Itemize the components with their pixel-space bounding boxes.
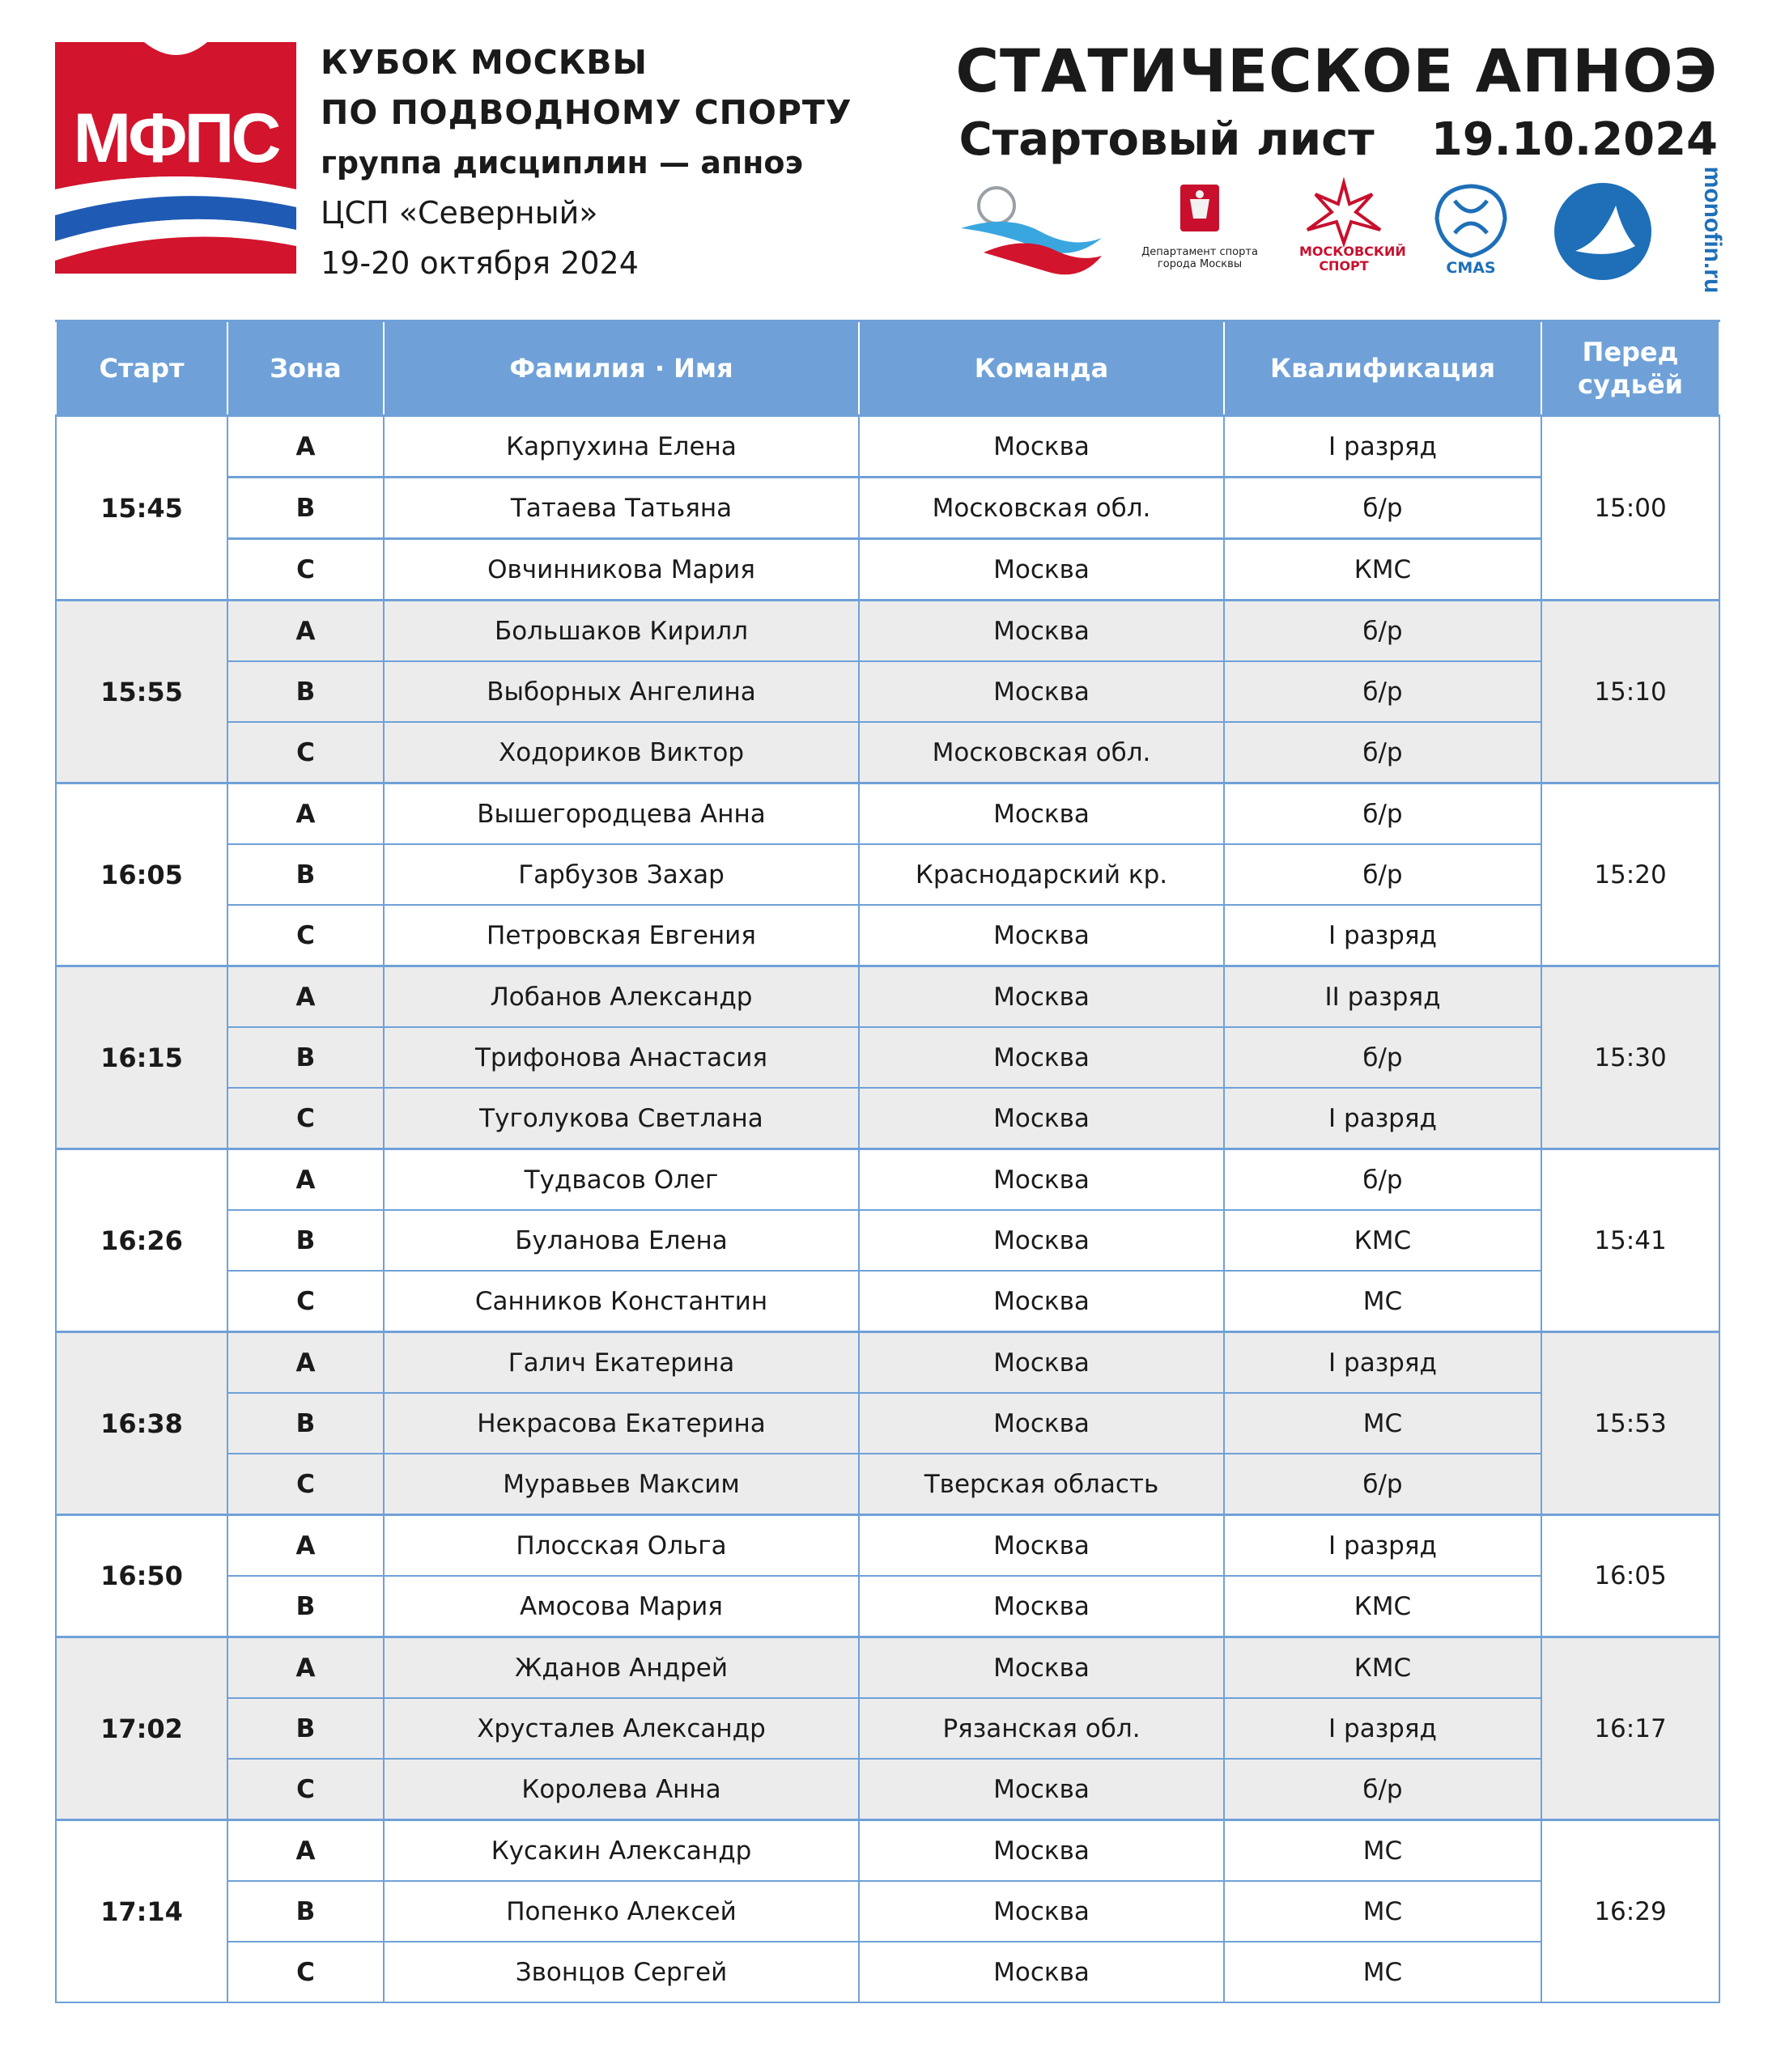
zone-cell: A <box>227 601 384 662</box>
qualification-cell: I разряд <box>1224 905 1541 966</box>
qualification-cell: КМС <box>1224 1210 1541 1271</box>
table-row <box>56 1759 1719 1820</box>
athlete-name: Вышегородцева Анна <box>384 783 859 845</box>
table-row <box>56 905 1719 966</box>
start-group <box>56 1637 1719 1820</box>
table-row <box>56 1698 1719 1759</box>
start-time: 17:02 <box>56 1637 227 1820</box>
athlete-name: Трифонова Анастасия <box>384 1027 859 1088</box>
team-cell: Москва <box>859 1393 1224 1454</box>
athlete-name: Петровская Евгения <box>384 905 859 966</box>
table-row <box>56 1454 1719 1515</box>
logo-text: МФПС <box>73 100 278 177</box>
team-cell: Москва <box>859 661 1224 722</box>
mfps-logo-graphic <box>55 42 296 274</box>
athlete-name: Выборных Ангелина <box>384 661 859 722</box>
table-header <box>56 321 1719 416</box>
zone-cell: C <box>227 722 384 783</box>
before-judge-time: 15:00 <box>1541 416 1719 601</box>
zone-cell: C <box>227 539 384 601</box>
team-cell: Москва <box>859 416 1224 478</box>
athlete-name: Туголукова Светлана <box>384 1088 859 1149</box>
start-time: 16:38 <box>56 1332 227 1515</box>
monofin-text: monofin.ru <box>1699 166 1726 294</box>
team-cell: Тверская область <box>859 1454 1224 1515</box>
qualification-cell: I разряд <box>1224 1332 1541 1394</box>
table-row <box>56 416 1719 478</box>
table-row <box>56 478 1719 539</box>
table-row <box>56 783 1719 845</box>
qualification-cell: I разряд <box>1224 1515 1541 1577</box>
monofin-logo <box>1554 166 1726 294</box>
athlete-name: Буланова Елена <box>384 1210 859 1271</box>
athlete-name: Муравьев Максим <box>384 1454 859 1515</box>
start-group <box>56 1820 1719 2003</box>
before-judge-time: 16:29 <box>1541 1820 1719 2003</box>
start-time: 17:14 <box>56 1820 227 2003</box>
start-time: 16:50 <box>56 1515 227 1637</box>
mossport-line-1: МОСКОВСКИЙ <box>1299 244 1406 259</box>
zone-cell: B <box>227 661 384 722</box>
dept-sport-logo <box>1139 183 1260 270</box>
before-judge-time: 16:17 <box>1541 1637 1719 1820</box>
athlete-name: Королева Анна <box>384 1759 859 1820</box>
table-row <box>56 1393 1719 1454</box>
zone-cell: B <box>227 1393 384 1454</box>
table-row <box>56 1027 1719 1088</box>
team-cell: Краснодарский кр. <box>859 844 1224 905</box>
discipline-title: СТАТИЧЕСКОЕ АПНОЭ <box>955 37 1718 106</box>
team-cell: Москва <box>859 539 1224 601</box>
cmas-emblem-icon <box>1430 181 1511 259</box>
qualification-cell: б/р <box>1224 722 1541 783</box>
before-judge-time: 15:53 <box>1541 1332 1719 1515</box>
event-venue: ЦСП «Северный» <box>321 195 598 231</box>
table-row <box>56 1271 1719 1332</box>
qualification-cell: МС <box>1224 1820 1541 1882</box>
athlete-name: Ходориков Виктор <box>384 722 859 783</box>
before-judge-time: 15:10 <box>1541 601 1719 783</box>
athlete-name: Звонцов Сергей <box>384 1942 859 2002</box>
zone-cell: A <box>227 1515 384 1577</box>
start-time: 15:55 <box>56 601 227 783</box>
table-row <box>56 844 1719 905</box>
table-row <box>56 1637 1719 1699</box>
athlete-name: Кусакин Александр <box>384 1820 859 1882</box>
table-row <box>56 1942 1719 2002</box>
team-cell: Москва <box>859 905 1224 966</box>
col-zone: Зона <box>227 321 384 416</box>
qualification-cell: б/р <box>1224 1454 1541 1515</box>
qualification-cell: КМС <box>1224 1576 1541 1637</box>
athlete-name: Тудвасов Олег <box>384 1149 859 1211</box>
zone-cell: A <box>227 1332 384 1394</box>
start-time: 16:05 <box>56 783 227 966</box>
zone-cell: B <box>227 1210 384 1271</box>
col-team: Команда <box>859 321 1224 416</box>
athlete-name: Татаева Татьяна <box>384 478 859 539</box>
start-time: 16:26 <box>56 1149 227 1332</box>
dept-caption-1: Департамент спорта <box>1141 246 1258 258</box>
team-cell: Москва <box>859 1820 1224 1882</box>
zone-cell: B <box>227 478 384 539</box>
athlete-name: Лобанов Александр <box>384 966 859 1028</box>
table-row <box>56 722 1719 783</box>
start-group <box>56 966 1719 1149</box>
qualification-cell: I разряд <box>1224 1088 1541 1149</box>
zone-cell: C <box>227 905 384 966</box>
zone-cell: C <box>227 1942 384 2002</box>
zone-cell: B <box>227 1698 384 1759</box>
sheet-title <box>955 36 1718 172</box>
team-cell: Москва <box>859 783 1224 845</box>
event-line-1: КУБОК МОСКВЫ <box>321 43 648 82</box>
team-cell: Москва <box>859 1759 1224 1820</box>
zone-cell: C <box>227 1759 384 1820</box>
team-cell: Москва <box>859 1942 1224 2002</box>
cmas-logo <box>1430 181 1511 277</box>
qualification-cell: II разряд <box>1224 966 1541 1028</box>
zone-cell: C <box>227 1088 384 1149</box>
table-row <box>56 1515 1719 1577</box>
table-row <box>56 1881 1719 1942</box>
event-info <box>321 37 852 288</box>
qualification-cell: б/р <box>1224 661 1541 722</box>
team-cell: Москва <box>859 601 1224 662</box>
zone-cell: C <box>227 1271 384 1332</box>
qualification-cell: МС <box>1224 1881 1541 1942</box>
subtitle-line <box>955 108 1718 172</box>
zone-cell: C <box>227 1454 384 1515</box>
team-cell: Москва <box>859 1637 1224 1699</box>
team-cell: Москва <box>859 1271 1224 1332</box>
table-row <box>56 1149 1719 1211</box>
zone-cell: B <box>227 1881 384 1942</box>
subtitle: Стартовый лист <box>958 113 1375 166</box>
start-group <box>56 416 1719 601</box>
zone-cell: A <box>227 966 384 1028</box>
col-before-judge: Перед судьёй <box>1541 321 1719 416</box>
table-row <box>56 661 1719 722</box>
before-judge-time: 15:30 <box>1541 966 1719 1149</box>
start-list-table <box>55 320 1720 2003</box>
team-cell: Москва <box>859 1210 1224 1271</box>
zone-cell: A <box>227 783 384 845</box>
swoosh-logo <box>959 181 1105 285</box>
before-judge-time: 15:41 <box>1541 1149 1719 1332</box>
qualification-cell: б/р <box>1224 1759 1541 1820</box>
qualification-cell: I разряд <box>1224 416 1541 478</box>
athlete-name: Галич Екатерина <box>384 1332 859 1394</box>
athlete-name: Амосова Мария <box>384 1576 859 1637</box>
start-group <box>56 601 1719 783</box>
kremlin-star-icon <box>1299 180 1388 244</box>
team-cell: Рязанская обл. <box>859 1698 1224 1759</box>
qualification-cell: I разряд <box>1224 1698 1541 1759</box>
table-row <box>56 1576 1719 1637</box>
sheet-date: 19.10.2024 <box>1430 113 1718 166</box>
start-group <box>56 1149 1719 1332</box>
team-cell: Московская обл. <box>859 478 1224 539</box>
athlete-name: Карпухина Елена <box>384 416 859 478</box>
mossport-line-2: СПОРТ <box>1319 258 1369 274</box>
zone-cell: A <box>227 416 384 478</box>
zone-cell: A <box>227 1637 384 1699</box>
event-line-2: ПО ПОДВОДНОМУ СПОРТУ <box>321 93 852 132</box>
team-cell: Москва <box>859 1088 1224 1149</box>
col-name: Фамилия · Имя <box>384 321 859 416</box>
qualification-cell: б/р <box>1224 783 1541 845</box>
moscow-coat-of-arms-icon <box>1139 183 1260 246</box>
start-time: 15:45 <box>56 416 227 601</box>
zone-cell: B <box>227 1576 384 1637</box>
qualification-cell: КМС <box>1224 1637 1541 1699</box>
team-cell: Москва <box>859 1149 1224 1211</box>
zone-cell: B <box>227 1027 384 1088</box>
qualification-cell: б/р <box>1224 844 1541 905</box>
table-row <box>56 1088 1719 1149</box>
athlete-name: Хрусталев Александр <box>384 1698 859 1759</box>
table-row <box>56 601 1719 662</box>
table-row <box>56 539 1719 601</box>
team-cell: Москва <box>859 1515 1224 1577</box>
before-judge-time: 16:05 <box>1541 1515 1719 1637</box>
athlete-name: Жданов Андрей <box>384 1637 859 1699</box>
qualification-cell: б/р <box>1224 1027 1541 1088</box>
start-time: 16:15 <box>56 966 227 1149</box>
moscow-sport-logo <box>1299 180 1406 274</box>
athlete-name: Большаков Кирилл <box>384 601 859 662</box>
col-start: Старт <box>56 321 227 416</box>
athlete-name: Овчинникова Мария <box>384 539 859 601</box>
athlete-name: Плосская Ольга <box>384 1515 859 1577</box>
dept-caption-2: города Москвы <box>1157 258 1243 270</box>
event-dates: 19-20 октября 2024 <box>321 245 639 281</box>
table-row <box>56 966 1719 1028</box>
table-row <box>56 1820 1719 1882</box>
table-row <box>56 1332 1719 1394</box>
col-qualification: Квалификация <box>1224 321 1541 416</box>
zone-cell: A <box>227 1820 384 1882</box>
athlete-name: Попенко Алексей <box>384 1881 859 1942</box>
start-group <box>56 1332 1719 1515</box>
team-cell: Москва <box>859 1332 1224 1394</box>
athlete-name: Гарбузов Захар <box>384 844 859 905</box>
zone-cell: A <box>227 1149 384 1211</box>
qualification-cell: МС <box>1224 1271 1541 1332</box>
team-cell: Московская обл. <box>859 722 1224 783</box>
cmas-text: CMAS <box>1446 259 1496 277</box>
partner-logos <box>959 166 1726 294</box>
athlete-name: Санников Константин <box>384 1271 859 1332</box>
event-line-3: группа дисциплин — апноэ <box>321 145 804 180</box>
athlete-name: Некрасова Екатерина <box>384 1393 859 1454</box>
qualification-cell: б/р <box>1224 478 1541 539</box>
team-cell: Москва <box>859 966 1224 1028</box>
qualification-cell: КМС <box>1224 539 1541 601</box>
qualification-cell: МС <box>1224 1393 1541 1454</box>
table-row <box>56 1210 1719 1271</box>
team-cell: Москва <box>859 1881 1224 1942</box>
start-group <box>56 1515 1719 1637</box>
mfps-logo <box>55 42 296 274</box>
team-cell: Москва <box>859 1576 1224 1637</box>
qualification-cell: б/р <box>1224 601 1541 662</box>
before-judge-time: 15:20 <box>1541 783 1719 966</box>
qualification-cell: б/р <box>1224 1149 1541 1211</box>
qualification-cell: МС <box>1224 1942 1541 2002</box>
zone-cell: B <box>227 844 384 905</box>
team-cell: Москва <box>859 1027 1224 1088</box>
start-group <box>56 783 1719 966</box>
